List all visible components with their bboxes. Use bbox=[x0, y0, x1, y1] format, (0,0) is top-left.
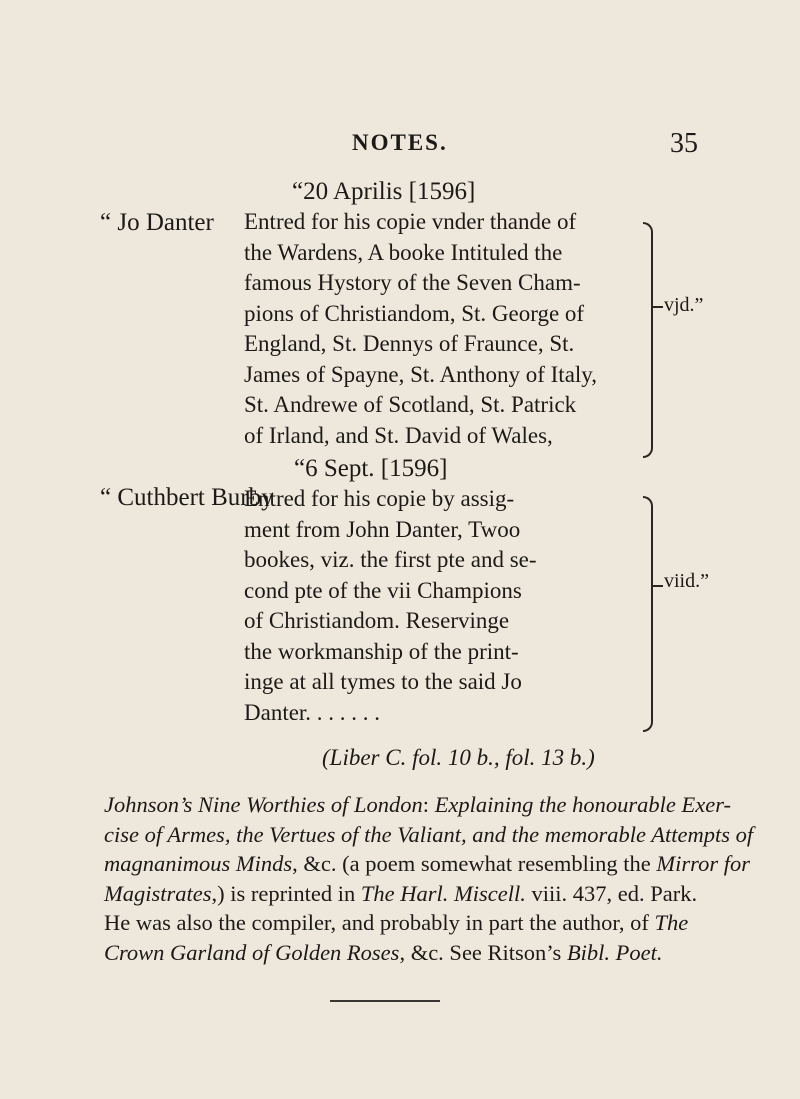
entry-line: Danter. . . . . . . bbox=[244, 699, 381, 725]
entry-line: cond pte of the vii Champions bbox=[244, 577, 522, 603]
entry-line: inge at all tymes to the said Jo bbox=[244, 669, 522, 694]
entry-line: of Christiandom. Reservinge bbox=[244, 608, 510, 633]
note-italic-text: Explaining the honourable Exer- bbox=[434, 792, 732, 817]
running-head bbox=[0, 130, 800, 166]
note-paragraph bbox=[104, 790, 754, 967]
note-text: He was also the compiler, and probably in part the author, of bbox=[104, 910, 655, 935]
entry-fee: viid.” bbox=[664, 570, 709, 592]
note-text: ,) is reprinted in bbox=[211, 880, 361, 906]
header-title: NOTES. bbox=[352, 130, 448, 155]
entry-line: famous Hystory of the Seven Cham- bbox=[244, 270, 581, 295]
entry-line: ment from John Danter, Twoo bbox=[244, 516, 521, 542]
entry-line: St. Andrewe of Scotland, St. Patrick bbox=[244, 392, 577, 417]
note-italic-text: Bibl. Poet. bbox=[566, 939, 663, 965]
citation: (Liber C. fol. 10 b., fol. 13 b.) bbox=[322, 745, 595, 770]
entry-line: the Wardens, A booke Intituled the bbox=[244, 239, 563, 265]
entry-date: “20 Aprilis [1596] bbox=[292, 178, 476, 205]
entry-text bbox=[244, 484, 537, 728]
entry-text bbox=[244, 207, 597, 451]
entry-line: the workmanship of the print- bbox=[244, 638, 519, 664]
note-text: , &c. (a poem somewhat resembling the bbox=[292, 851, 657, 876]
note-italic-text: magnanimous Minds bbox=[104, 851, 293, 876]
entry-line: bookes, viz. the first pte and se- bbox=[244, 547, 537, 572]
bracket bbox=[643, 222, 653, 458]
entry-date: “6 Sept. [1596] bbox=[294, 455, 448, 482]
entry-line: Entred for his copie by assig- bbox=[244, 486, 515, 511]
note-italic-text: Magistrates bbox=[104, 880, 212, 906]
note-italic-text: Mirror for bbox=[656, 851, 750, 876]
note-line bbox=[104, 879, 724, 909]
note-line bbox=[104, 790, 732, 820]
note-text: : bbox=[422, 792, 435, 817]
bracket bbox=[643, 496, 653, 732]
entry-line: James of Spayne, St. Anthony of Italy, bbox=[244, 361, 598, 387]
note-line bbox=[104, 938, 724, 968]
page-number: 35 bbox=[670, 128, 698, 159]
note-italic-text: The bbox=[654, 910, 689, 935]
entry-line: pions of Christiandom, St. George of bbox=[244, 300, 585, 326]
entry-line: Entred for his copie vnder thande of bbox=[244, 209, 577, 234]
note-line bbox=[104, 849, 750, 879]
note-italic-text: Crown Garland of Golden Roses bbox=[104, 939, 400, 965]
note-text: viii. 437, ed. Park. bbox=[525, 880, 698, 906]
note-line bbox=[104, 820, 754, 850]
entry-fee: vjd.” bbox=[664, 294, 704, 316]
note-italic-text: cise of Armes, the Vertues of the Valiant, and the memorable Attempts of bbox=[104, 821, 754, 847]
entry-line: of Irland, and St. David of Wales, bbox=[244, 422, 553, 448]
entry-name: “ Cuthbert Burby bbox=[100, 484, 274, 511]
note-line bbox=[104, 908, 724, 938]
note-italic-text: Nine Worthies of London bbox=[197, 792, 423, 817]
bracket-tip bbox=[653, 585, 663, 587]
note-text: , &c. See Ritson’s bbox=[399, 939, 567, 965]
note-italic-text: The Harl. Miscell. bbox=[360, 880, 526, 906]
note-italic-text: Johnson’s bbox=[104, 792, 198, 817]
entry-line: England, St. Dennys of Fraunce, St. bbox=[244, 331, 575, 356]
bracket-tip bbox=[653, 306, 663, 308]
closing-rule bbox=[330, 1000, 440, 1002]
entry-name: “ Jo Danter bbox=[100, 209, 214, 236]
